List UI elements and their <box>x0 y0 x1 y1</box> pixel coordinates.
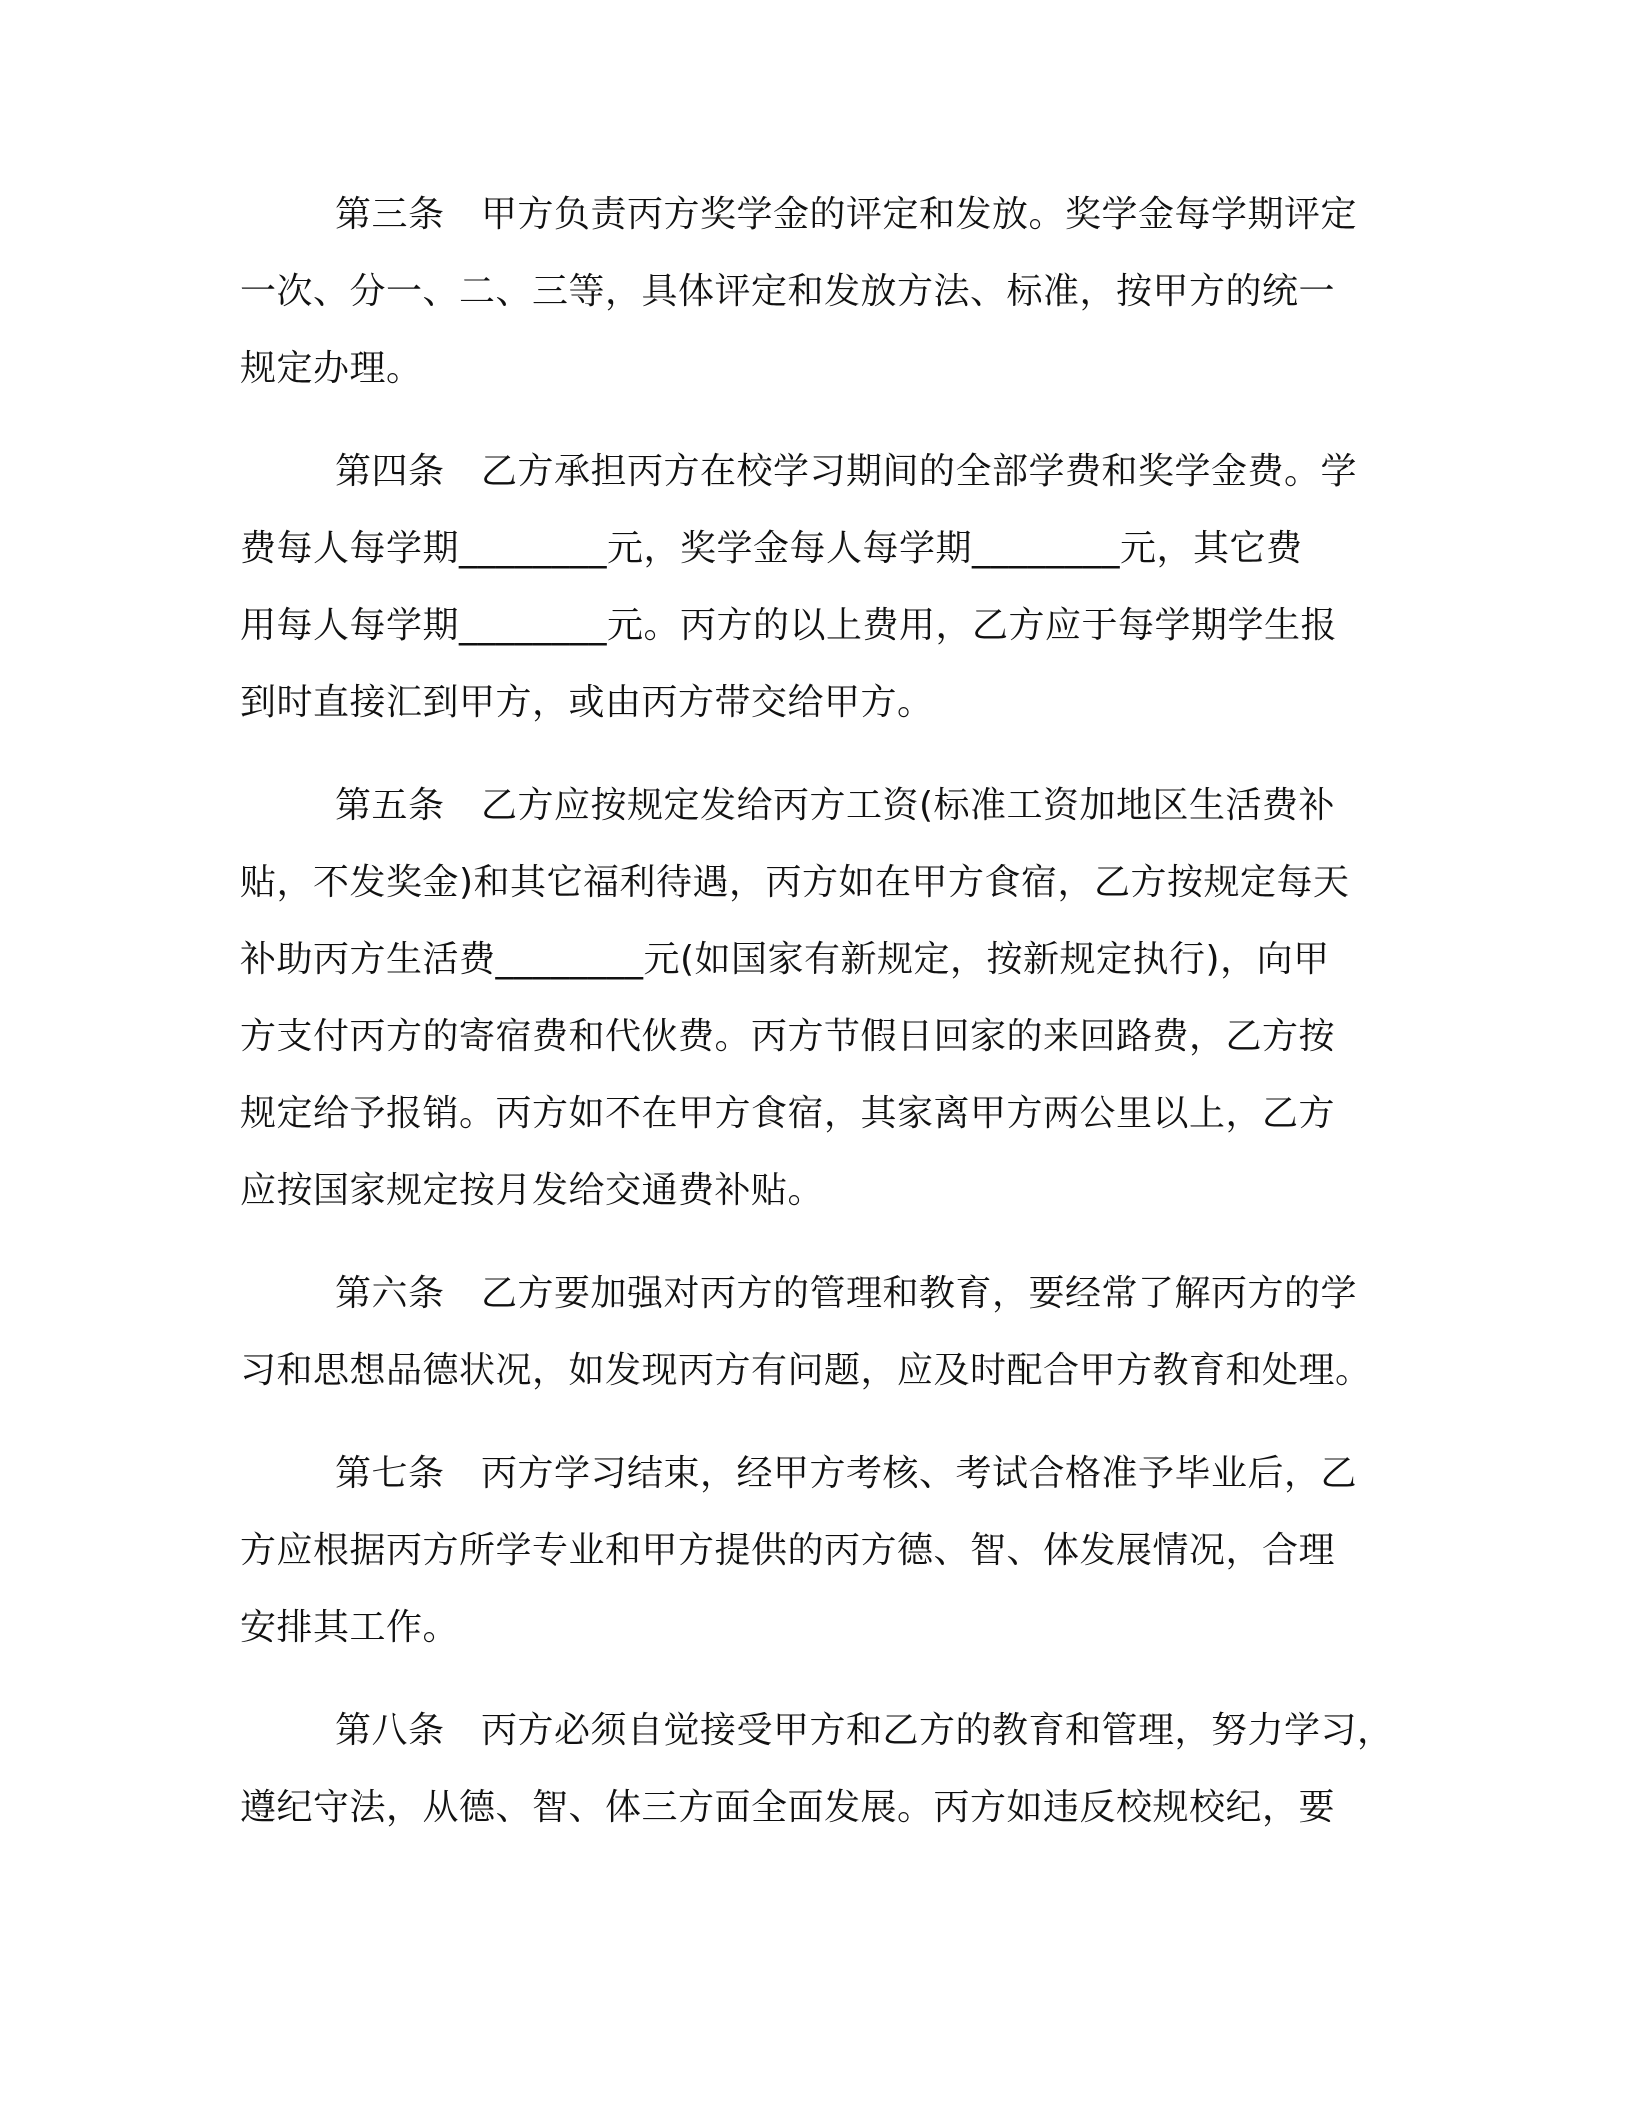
article-4-line-2: 费每人每学期________元，奖学金每人每学期________元，其它费 <box>240 528 1303 569</box>
article-4-line-1: 第四条 乙方承担丙方在校学习期间的全部学费和奖学金费。学 <box>335 451 1358 492</box>
article-5-line-5: 规定给予报销。丙方如不在甲方食宿，其家离甲方两公里以上，乙方 <box>240 1093 1336 1134</box>
article-6-line-1: 第六条 乙方要加强对丙方的管理和教育，要经常了解丙方的学 <box>335 1273 1358 1314</box>
article-6-line-2: 习和思想品德状况，如发现丙方有问题，应及时配合甲方教育和处理。 <box>240 1350 1372 1391</box>
article-5-line-2: 贴，不发奖金)和其它福利待遇，丙方如在甲方食宿，乙方按规定每天 <box>240 862 1350 903</box>
article-8-line-2: 遵纪守法，从德、智、体三方面全面发展。丙方如违反校规校纪，要 <box>240 1787 1336 1828</box>
article-4-line-3: 用每人每学期________元。丙方的以上费用，乙方应于每学期学生报 <box>240 605 1338 646</box>
article-5-line-4: 方支付丙方的寄宿费和代伙费。丙方节假日回家的来回路费，乙方按 <box>240 1016 1336 1057</box>
article-5-line-1: 第五条 乙方应按规定发给丙方工资(标准工资加地区生活费补 <box>335 785 1336 826</box>
article-7-line-3: 安排其工作。 <box>240 1607 460 1648</box>
article-4-line-4: 到时直接汇到甲方，或由丙方带交给甲方。 <box>240 682 934 723</box>
article-3-line-1: 第三条 甲方负责丙方奖学金的评定和发放。奖学金每学期评定 <box>335 194 1358 235</box>
article-8-line-1: 第八条 丙方必须自觉接受甲方和乙方的教育和管理，努力学习， <box>335 1710 1394 1751</box>
article-5-line-3: 补助丙方生活费________元(如国家有新规定，按新规定执行)，向甲 <box>240 939 1330 980</box>
article-5-line-6: 应按国家规定按月发给交通费补贴。 <box>240 1170 825 1211</box>
article-7-line-2: 方应根据丙方所学专业和甲方提供的丙方德、智、体发展情况，合理 <box>240 1530 1336 1571</box>
article-3-line-3: 规定办理。 <box>240 348 423 389</box>
article-7-line-1: 第七条 丙方学习结束，经甲方考核、考试合格准予毕业后，乙 <box>335 1453 1358 1494</box>
article-3-line-2: 一次、分一、二、三等，具体评定和发放方法、标准，按甲方的统一 <box>240 271 1336 312</box>
